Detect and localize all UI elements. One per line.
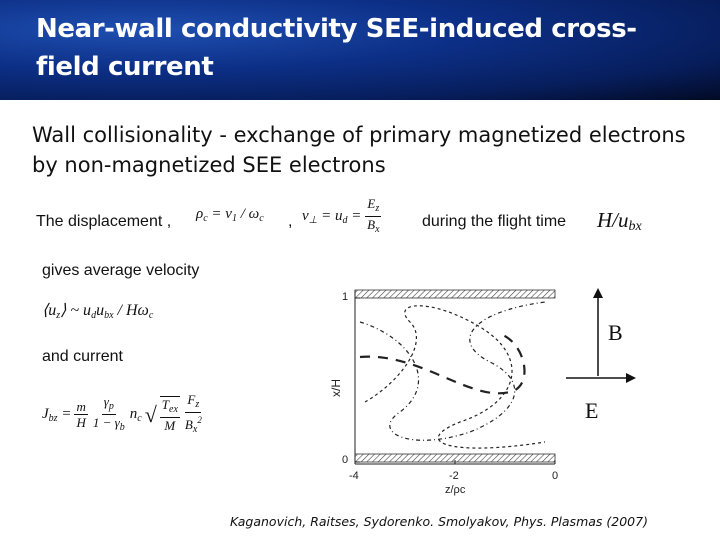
- y-axis-label: x/H: [329, 379, 343, 397]
- trajectory-1: [360, 302, 545, 440]
- y-tick-1: 1: [342, 291, 349, 303]
- comma-separator: ,: [288, 213, 293, 230]
- x-axis-label: z/ρc: [445, 484, 466, 496]
- b-label: B: [608, 320, 623, 345]
- flight-time-sub: bx: [628, 219, 642, 234]
- slide-title: Near-wall conductivity SEE-induced cross-field current: [36, 14, 637, 82]
- avg-velocity-formula: $⟨u_z⟩$ ~ $u_du_{bx} / H\omega_c$: [42, 302, 154, 321]
- y-tick-0: 0: [342, 454, 349, 466]
- drift-velocity-formula: $v_\perp = u_d$ = $\frac{E_z}{B_x}$: [302, 196, 380, 235]
- current-formula: $J_{bz}$ = $\frac{m}{H}$ $\frac{\gamma_p}{1 - \gamma_b}$ $n_c$ √ $\frac{T_{ex}}{M}$ $\frac{F_z}{B_x^2}$: [42, 392, 202, 435]
- during-label: during the flight time: [422, 213, 567, 230]
- displacement-label: The displacement ,: [36, 213, 172, 230]
- trajectory-plot: [320, 282, 580, 512]
- trajectory-3: [360, 334, 524, 393]
- trajectory-2: [365, 306, 545, 448]
- avg-velocity-label: gives average velocity: [42, 262, 200, 279]
- displacement-formula: $\rho_c = v_1 / \omega_c$: [196, 206, 264, 224]
- x-tick-0: 0: [552, 470, 559, 482]
- citation: Kaganovich, Raitses, Sydorenko. Smolyakov, Phys. Plasmas (2007): [230, 514, 648, 529]
- intro-text: Wall collisionality - exchange of primary magnetized electrons by non-magnetized SEE electrons: [32, 123, 686, 177]
- x-tick-neg2: -2: [449, 470, 459, 482]
- flight-time-formula: [597, 208, 642, 235]
- top-wall: [355, 290, 555, 298]
- e-label: E: [585, 398, 599, 423]
- current-label: and current: [42, 348, 123, 365]
- x-tick-neg4: -4: [349, 470, 359, 482]
- flight-time-value: H/u: [597, 208, 629, 232]
- field-vectors: [560, 286, 640, 406]
